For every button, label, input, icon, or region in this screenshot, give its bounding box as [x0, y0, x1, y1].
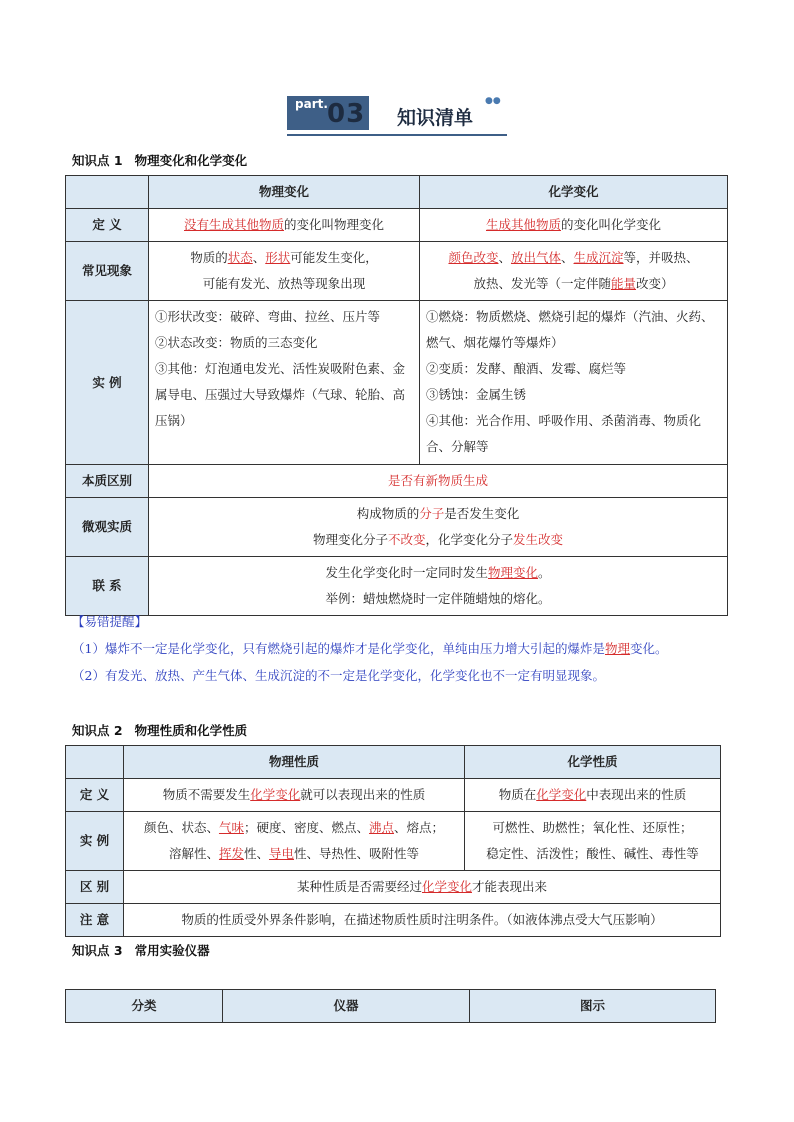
- header-chemical-property: 化学性质: [465, 746, 721, 779]
- text: 某种性质是否需要经过: [296, 879, 422, 894]
- keyword: 能量: [610, 276, 636, 291]
- table-row: [66, 498, 728, 557]
- row-head-definition: 定 义: [66, 209, 149, 242]
- row-head-definition: 定 义: [66, 779, 124, 812]
- keyword: 导电: [269, 846, 295, 861]
- example-line: ①形状改变：破碎、弯曲、拉丝、压片等: [155, 309, 381, 324]
- cell-def-physical: [124, 779, 465, 812]
- text: 溶解性、: [168, 846, 219, 861]
- table-row: [66, 242, 728, 301]
- cell-phen-chemical: [420, 242, 728, 301]
- banner-title: 知识清单: [397, 107, 474, 129]
- header-empty: [66, 746, 124, 779]
- table-row: [66, 209, 728, 242]
- table-physical-chemical-property: [65, 745, 721, 937]
- keyword: 物理变化: [487, 565, 538, 580]
- keyword: 沸点: [369, 820, 395, 835]
- text: 是否发生变化: [444, 506, 520, 521]
- example-line: ②变质：发酵、酿酒、发霉、腐烂等: [426, 361, 627, 376]
- text: 举例：蜡烛燃烧时一定伴随蜡烛的熔化。: [325, 591, 551, 606]
- table-row: [66, 779, 721, 812]
- cell-difference: [124, 871, 721, 904]
- section-3-title: [72, 941, 210, 959]
- section-banner: [287, 94, 507, 138]
- text: 可能有发光、放热等现象出现: [202, 276, 366, 291]
- keyword: 物理: [604, 641, 630, 656]
- row-head-examples: 实 例: [66, 812, 124, 871]
- table-row: [66, 301, 728, 465]
- keyword: 化学变化: [421, 879, 472, 894]
- header-physical-property: 物理性质: [124, 746, 465, 779]
- cell-def-physical: [149, 209, 420, 242]
- section-1-heading: 物理变化和化学变化: [134, 153, 248, 168]
- section-2-heading: 物理性质和化学性质: [134, 723, 248, 738]
- text: ，化学变化分子: [425, 532, 514, 547]
- cell-ex-chemical: [420, 301, 728, 465]
- text: 物理变化分子: [312, 532, 388, 547]
- cell-phen-physical: [149, 242, 420, 301]
- keyword: 没有生成其他物质: [183, 217, 284, 232]
- text: 变化。: [629, 641, 668, 656]
- table-physical-chemical-change: [65, 175, 728, 616]
- table-row: [66, 557, 728, 616]
- tips-heading: 【易错提醒】: [72, 614, 148, 629]
- error-tips: [72, 608, 742, 689]
- table-row: [66, 465, 728, 498]
- text: 、: [498, 250, 511, 265]
- text: 物质在: [498, 787, 537, 802]
- text: ；硬度、密度、燃点、: [243, 820, 369, 835]
- section-1-label: 知识点 1: [72, 153, 123, 168]
- text: 性、: [243, 846, 269, 861]
- keyword: 气味: [218, 820, 244, 835]
- example-line: ④其他：光合作用、呼吸作用、杀菌消毒、物质化合、分解等: [426, 413, 702, 454]
- text: 、: [252, 250, 266, 265]
- keyword: 挥发: [218, 846, 244, 861]
- keyword: 生成其他物质: [485, 217, 561, 232]
- keyword: 分子: [419, 506, 445, 521]
- banner-part: part.: [295, 97, 328, 111]
- text: 稳定性、活泼性；酸性、碱性、毒性等: [486, 846, 699, 861]
- keyword: 化学变化: [250, 787, 301, 802]
- keyword: 生成沉淀: [573, 250, 624, 265]
- table-row: [66, 990, 716, 1023]
- cell-ex-physical: [124, 812, 465, 871]
- banner-rule: [287, 134, 507, 136]
- text: 就可以表现出来的性质: [300, 787, 426, 802]
- section-3-heading: 常用实验仪器: [134, 943, 210, 958]
- text: 可燃性、助燃性；氧化性、还原性；: [492, 820, 693, 835]
- keyword: 不改变: [387, 532, 426, 547]
- header-illustration: 图示: [470, 990, 716, 1023]
- text: 构成物质的: [356, 506, 420, 521]
- keyword: 化学变化: [536, 787, 587, 802]
- section-1-title: [72, 151, 247, 169]
- row-head-examples: 实 例: [66, 301, 149, 465]
- section-2-title: [72, 721, 247, 739]
- row-head-phenomena: 常见现象: [66, 242, 149, 301]
- table-row: [66, 746, 721, 779]
- text: 颜色、状态、: [143, 820, 219, 835]
- text: 、: [561, 250, 574, 265]
- cell-ex-chemical: [465, 812, 721, 871]
- header-category: 分类: [66, 990, 223, 1023]
- table-row: [66, 904, 721, 937]
- header-instrument: 仪器: [223, 990, 470, 1023]
- text: 物质不需要发生: [162, 787, 251, 802]
- tip-1: [72, 635, 742, 662]
- header-physical-change: 物理变化: [149, 176, 420, 209]
- row-head-difference: 区 别: [66, 871, 124, 904]
- header-empty: [66, 176, 149, 209]
- text: 的变化叫物理变化: [284, 217, 385, 232]
- cell-relation: [149, 557, 728, 616]
- table-lab-instruments: [65, 989, 716, 1023]
- table-row: [66, 812, 721, 871]
- cell-ex-physical: [149, 301, 420, 465]
- example-line: ②状态改变：物质的三态变化: [155, 335, 318, 350]
- droplet-icon: ●●: [485, 96, 501, 106]
- section-3-label: 知识点 3: [72, 943, 123, 958]
- row-head-relation: 联 系: [66, 557, 149, 616]
- keyword: 形状: [265, 250, 291, 265]
- example-line: ③锈蚀：金属生锈: [426, 387, 527, 402]
- row-head-note: 注 意: [66, 904, 124, 937]
- keyword: 颜色改变: [448, 250, 499, 265]
- example-line: ③其他：灯泡通电发光、活性炭吸附色素、金属导电、压强过大导致爆炸（气球、轮胎、高压锅）: [155, 361, 406, 428]
- table-row: [66, 871, 721, 904]
- text: 放热、发光等（一定伴随: [473, 276, 611, 291]
- text: 才能表现出来: [472, 879, 548, 894]
- section-2-label: 知识点 2: [72, 723, 123, 738]
- cell-note: 物质的性质受外界条件影响，在描述物质性质时注明条件。（如液体沸点受大气压影响）: [124, 904, 721, 937]
- text: 性、导热性、吸附性等: [294, 846, 420, 861]
- banner-number: 03: [327, 99, 366, 129]
- text: 发生化学变化时一定同时发生: [325, 565, 488, 580]
- cell-def-chemical: [465, 779, 721, 812]
- example-line: ①燃烧：物质燃烧、燃烧引起的爆炸（汽油、火药、燃气、烟花爆竹等爆炸）: [426, 309, 714, 350]
- cell-def-chemical: [420, 209, 728, 242]
- row-head-essence: 本质区别: [66, 465, 149, 498]
- cell-micro: [149, 498, 728, 557]
- text: 的变化叫化学变化: [561, 217, 662, 232]
- keyword: 放出气体: [510, 250, 561, 265]
- tip-2: （2）有发光、放热、产生气体、生成沉淀的不一定是化学变化，化学变化也不一定有明显现象。: [72, 668, 605, 683]
- text: 可能发生变化，: [290, 250, 378, 265]
- keyword: 发生改变: [513, 532, 564, 547]
- text: 等，并吸热、: [623, 250, 699, 265]
- keyword: 状态: [227, 250, 253, 265]
- text: 改变）: [636, 276, 674, 291]
- text: 物质的: [190, 250, 228, 265]
- text: 、熔点；: [394, 820, 445, 835]
- cell-essence: 是否有新物质生成: [149, 465, 728, 498]
- table-row: [66, 176, 728, 209]
- text: 。: [538, 565, 551, 580]
- header-chemical-change: 化学变化: [420, 176, 728, 209]
- text: 中表现出来的性质: [586, 787, 687, 802]
- row-head-micro: 微观实质: [66, 498, 149, 557]
- text: （1）爆炸不一定是化学变化，只有燃烧引起的爆炸才是化学变化，单纯由压力增大引起的爆炸是: [72, 641, 605, 656]
